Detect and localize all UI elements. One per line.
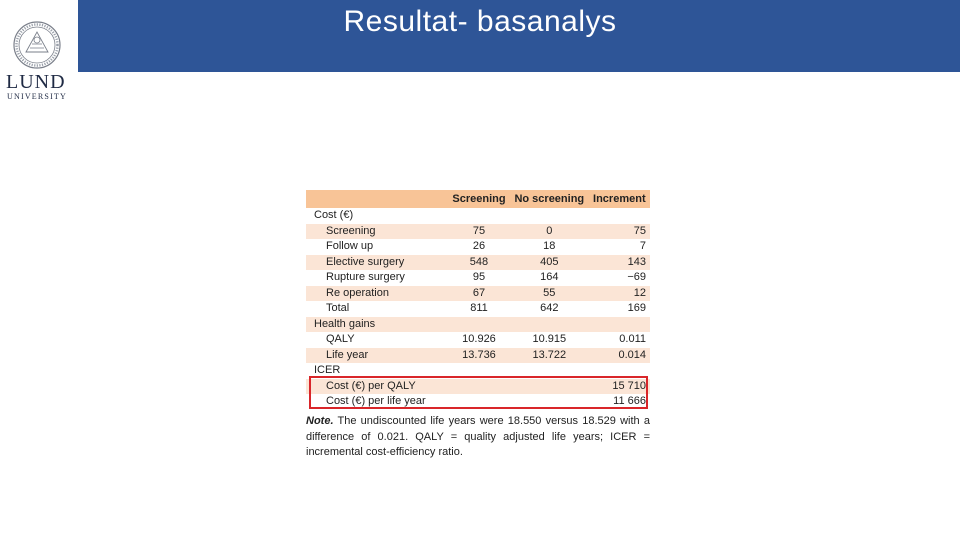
table-note — [306, 414, 650, 461]
note-lead: Note. — [306, 415, 334, 427]
row-label: Cost (€) per life year — [326, 395, 426, 407]
row-group-label: Cost (€) — [314, 209, 354, 221]
table-cell: 67 — [448, 286, 510, 302]
row-label: Total — [326, 302, 350, 314]
note-text: The undiscounted life years were 18.550 versus 18.529 with a difference of 0.021. QALY = quality adjusted life years; ICER = incremental cost-efficiency ratio. — [306, 415, 650, 458]
table-row — [306, 301, 650, 317]
table-cell: 18 — [543, 240, 556, 252]
logo-wordmark: LUND — [6, 71, 66, 93]
table-row — [306, 317, 650, 333]
table-row — [306, 332, 650, 348]
table-row — [306, 348, 650, 364]
table-cell: 164 — [540, 271, 559, 283]
row-group-label: Health gains — [306, 317, 448, 333]
table-cell: 811 — [470, 302, 488, 314]
row-label: Follow up — [326, 240, 374, 252]
logo-subtitle: UNIVERSITY — [7, 92, 67, 101]
row-label: Life year — [306, 348, 448, 364]
table-cell: 0 — [510, 224, 589, 240]
table-cell: 13.722 — [510, 348, 589, 364]
table-cell: 95 — [472, 271, 486, 283]
table-cell: 15 710 — [589, 379, 650, 395]
row-label: Cost (€) per QALY — [306, 379, 448, 395]
table-cell — [448, 317, 510, 333]
table-row — [306, 224, 650, 240]
table-cell — [589, 208, 650, 224]
table-cell: 548 — [448, 255, 510, 271]
column-header — [306, 190, 448, 208]
table-cell: 7 — [639, 240, 646, 252]
table-cell: 55 — [510, 286, 589, 302]
table-row — [306, 270, 650, 286]
table-cell: 169 — [627, 302, 646, 314]
table-cell: 10.926 — [462, 333, 496, 345]
table-header-row — [306, 190, 650, 208]
university-seal-icon — [10, 20, 64, 70]
table-cell — [448, 208, 510, 224]
table-cell: −69 — [627, 271, 646, 283]
column-header: Screening — [448, 190, 510, 208]
table-cell: 13.736 — [448, 348, 510, 364]
table-cell: 75 — [448, 224, 510, 240]
column-header: No screening — [510, 190, 589, 208]
row-group-label: ICER — [314, 364, 341, 376]
column-header: Increment — [589, 190, 650, 208]
table-cell — [510, 208, 589, 224]
slide-title: Resultat- basanalys — [343, 5, 617, 38]
table-cell: 642 — [540, 302, 559, 314]
icer-highlight-box — [309, 376, 648, 409]
table-cell: 0.014 — [589, 348, 650, 364]
table-cell — [510, 317, 589, 333]
row-label: Elective surgery — [306, 255, 448, 271]
table-cell: 12 — [589, 286, 650, 302]
row-label: Screening — [306, 224, 448, 240]
table-cell: 11 666 — [613, 395, 646, 407]
table-row — [306, 208, 650, 224]
table-cell: 143 — [589, 255, 650, 271]
logo — [0, 0, 78, 106]
table-cell: 26 — [472, 240, 486, 252]
table-cell: 0.011 — [619, 333, 646, 345]
table-cell: 10.915 — [532, 333, 567, 345]
table-cell: 405 — [510, 255, 589, 271]
row-label: Re operation — [306, 286, 448, 302]
table-row — [306, 255, 650, 271]
table-row — [306, 239, 650, 255]
table-cell: 75 — [589, 224, 650, 240]
row-label: Rupture surgery — [326, 271, 405, 283]
table-cell — [589, 317, 650, 333]
table-row — [306, 286, 650, 302]
row-label: QALY — [326, 333, 355, 345]
